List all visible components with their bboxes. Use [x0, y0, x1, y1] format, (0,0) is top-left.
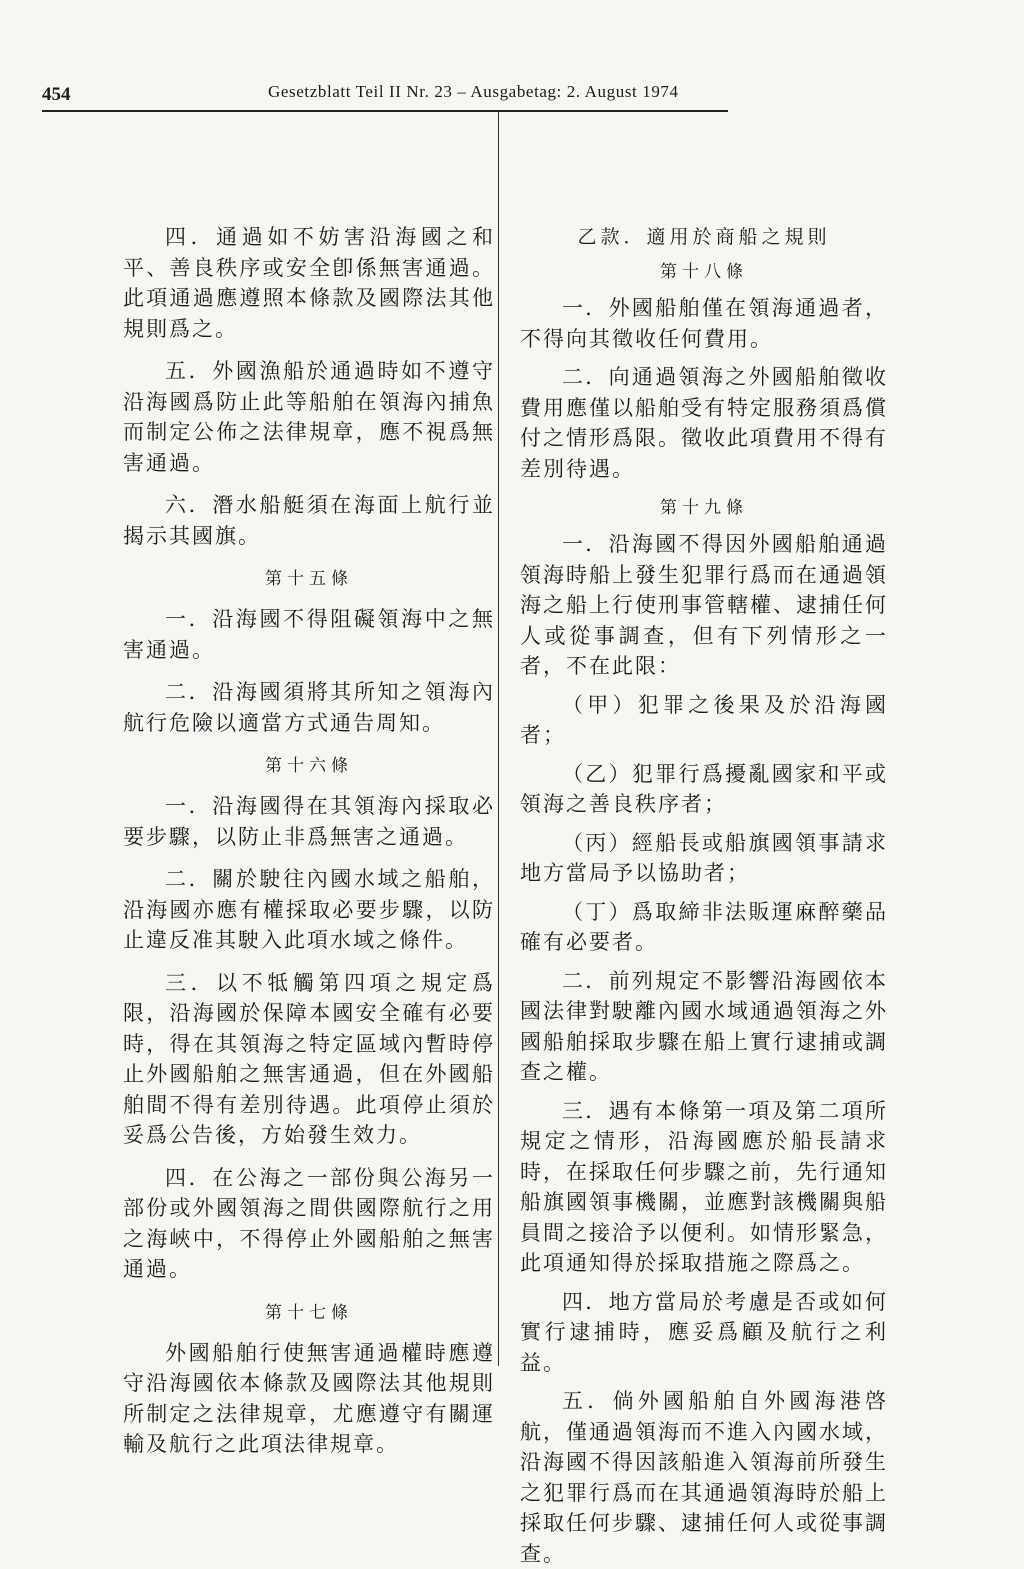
left-column — [123, 222, 495, 1460]
article-18-paragraph-2: 二．向通過領海之外國船舶徵收費用應僅以船舶受有特定服務須爲償付之情形爲限。徵收此項費用不得有差別待遇。 — [520, 365, 888, 481]
article-16-paragraph-1: 一．沿海國得在其領海內採取必要步驟，以防止非爲無害之通過。 — [123, 794, 495, 849]
article-18-heading: 第十八條 — [660, 262, 748, 282]
article-15-heading: 第十五條 — [265, 569, 353, 589]
gazette-header-title: Gesetzblatt Teil II Nr. 23 – Ausgabetag: 2. August 1974 — [268, 82, 679, 101]
article-15-paragraph-2: 二．沿海國須將其所知之領海內航行危險以適當方式通告周知。 — [123, 680, 495, 735]
article-16-heading: 第十六條 — [265, 756, 353, 776]
page-header — [42, 78, 728, 112]
article-19-item-a: （甲）犯罪之後果及於沿海國者； — [520, 692, 888, 747]
right-column — [520, 222, 888, 1569]
article-19-paragraph-5: 五．倘外國船舶自外國海港啓航，僅通過領海而不進入內國水域，沿海國不得因該船進入領海前所發生之犯罪行爲而在其通過領海時於船上採取任何步驟、逮捕任何人或從事調查。 — [520, 1389, 888, 1566]
page-number: 454 — [42, 84, 71, 105]
article-19-paragraph-3: 三．遇有本條第一項及第二項所規定之情形，沿海國應於船長請求時，在採取任何步驟之前，先行通知船旗國領事機關，並應對該機關與船員間之接洽予以便利。如情形緊急，此項通知得於採取措施之際爲之。 — [520, 1098, 888, 1275]
article-18-paragraph-1: 一．外國船舶僅在領海通過者，不得向其徵收任何費用。 — [520, 296, 888, 351]
article-17-paragraph-1: 外國船舶行使無害通過權時應遵守沿海國依本條款及國際法其他規則所制定之法律規章，尤應遵守有關運輸及航行之此項法律規章。 — [123, 1340, 495, 1456]
article-16-paragraph-3: 三．以不牴觸第四項之規定爲限，沿海國於保障本國安全確有必要時，得在其領海之特定區域內暫時停止外國船舶之無害通過，但在外國船舶間不得有差別待遇。此項停止須於妥爲公告後，方始發生效力。 — [123, 970, 495, 1147]
article-19-paragraph-1: 一．沿海國不得因外國船舶通過領海時船上發生犯罪行爲而在通過領海之船上行使刑事管轄權、逮捕任何人或從事調查，但有下列情形之一者，不在此限： — [520, 532, 888, 678]
paragraph-6: 六．潛水船艇須在海面上航行並揭示其國旗。 — [123, 493, 495, 548]
article-19-heading: 第十九條 — [660, 498, 748, 518]
article-17-heading: 第十七條 — [265, 1302, 353, 1323]
section-b-title: 乙款．適用於商船之規則 — [577, 226, 831, 248]
column-divider — [498, 112, 499, 1366]
paragraph-4: 四．通過如不妨害沿海國之和平、善良秩序或安全卽係無害通過。此項通過應遵照本條款及國際法其他規則爲之。 — [123, 225, 495, 341]
article-19-item-c: （丙）經船長或船旗國領事請求地方當局予以協助者； — [520, 830, 888, 885]
article-19-paragraph-4: 四．地方當局於考慮是否或如何實行逮捕時，應妥爲顧及航行之利益。 — [520, 1289, 888, 1375]
article-19-item-d: （丁）爲取締非法販運麻醉藥品確有必要者。 — [520, 899, 888, 954]
article-19-item-b: （乙）犯罪行爲擾亂國家和平或領海之善良秩序者； — [520, 761, 888, 816]
paragraph-5: 五．外國漁船於通過時如不遵守沿海國爲防止此等船舶在領海內捕魚而制定公佈之法律規章，應不視爲無害通過。 — [123, 359, 495, 475]
article-16-paragraph-2: 二．關於駛往內國水域之船舶，沿海國亦應有權採取必要步驟，以防止違反准其駛入此項水域之條件。 — [123, 867, 495, 952]
article-19-paragraph-2: 二．前列規定不影響沿海國依本國法律對駛離內國水域通過領海之外國船舶採取步驟在船上實行逮捕或調查之權。 — [520, 968, 888, 1084]
article-16-paragraph-4: 四．在公海之一部份與公海另一部份或外國領海之間供國際航行之用之海峽中，不得停止外國船舶之無害通過。 — [123, 1165, 495, 1281]
article-15-paragraph-1: 一．沿海國不得阻礙領海中之無害通過。 — [123, 607, 495, 662]
